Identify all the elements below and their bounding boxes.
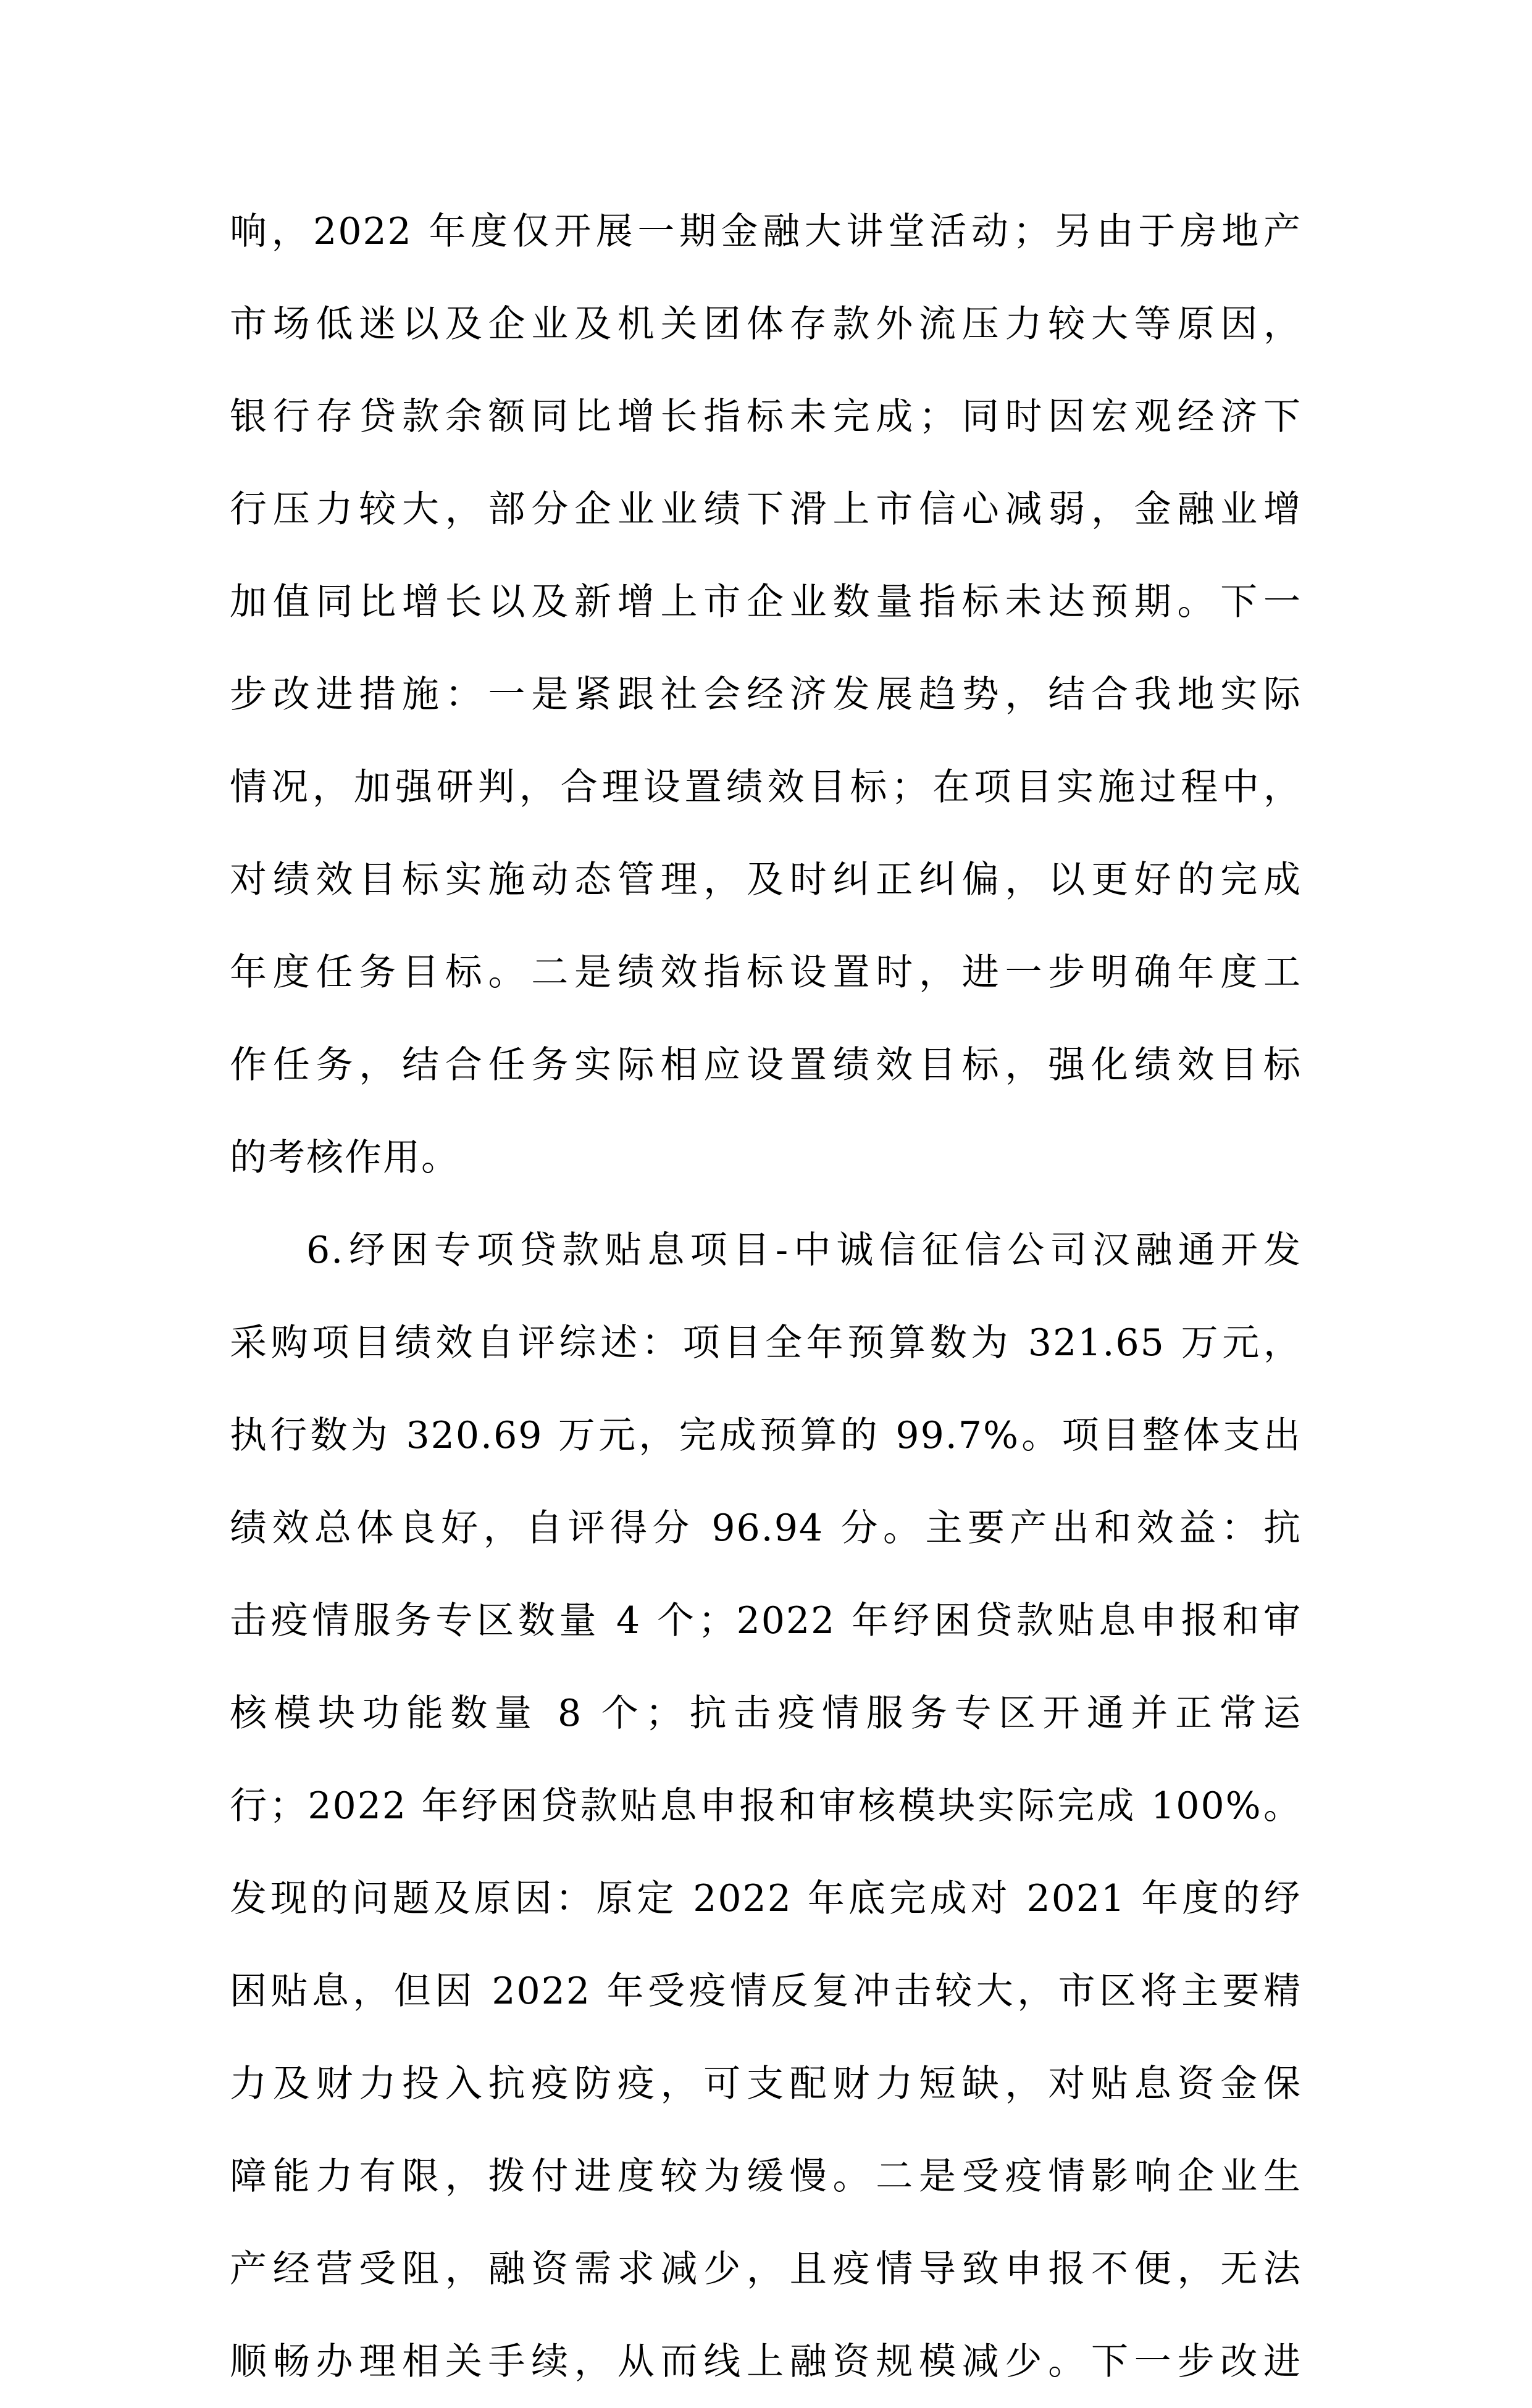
text-line-14: 执行数为 320.69 万元，完成预算的 99.7%。项目整体支出 (230, 1414, 1302, 1457)
text-line-11: 的考核作用。 (230, 1136, 459, 1179)
text-line-18: 行；2022 年纾困贷款贴息申报和审核模块实际完成 100%。 (230, 1784, 1302, 1828)
text-line-10: 作任务，结合任务实际相应设置绩效目标，强化绩效目标 (230, 1043, 1302, 1087)
text-line-17: 核模块功能数量 8 个；抗击疫情服务专区开通并正常运 (230, 1692, 1302, 1735)
text-line-9: 年度任务目标。二是绩效指标设置时，进一步明确年度工 (230, 951, 1302, 994)
text-line-5: 加值同比增长以及新增上市企业数量指标未达预期。下一 (230, 580, 1302, 624)
text-line-13: 采购项目绩效自评综述：项目全年预算数为 321.65 万元， (230, 1321, 1302, 1365)
text-line-2: 市场低迷以及企业及机关团体存款外流压力较大等原因， (230, 303, 1302, 346)
section-heading-line: 6.纾困专项贷款贴息项目-中诚信征信公司汉融通开发 (306, 1229, 1302, 1272)
text-line-1: 响，2022 年度仅开展一期金融大讲堂活动；另由于房地产 (230, 210, 1302, 253)
text-line-22: 障能力有限，拨付进度较为缓慢。二是受疫情影响企业生 (230, 2155, 1302, 2198)
text-line-15: 绩效总体良好，自评得分 96.94 分。主要产出和效益：抗 (230, 1507, 1302, 1550)
text-line-16: 击疫情服务专区数量 4 个；2022 年纾困贷款贴息申报和审 (230, 1599, 1302, 1642)
text-line-20: 困贴息，但因 2022 年受疫情反复冲击较大，市区将主要精 (230, 1970, 1302, 2013)
text-line-24: 顺畅办理相关手续，从而线上融资规模减少。下一步改进 (230, 2340, 1302, 2383)
text-line-6: 步改进措施：一是紧跟社会经济发展趋势，结合我地实际 (230, 673, 1302, 716)
text-line-3: 银行存贷款余额同比增长指标未完成；同时因宏观经济下 (230, 395, 1302, 438)
text-line-8: 对绩效目标实施动态管理，及时纠正纠偏，以更好的完成 (230, 858, 1302, 901)
text-line-7: 情况，加强研判，合理设置绩效目标；在项目实施过程中， (230, 766, 1302, 809)
text-line-4: 行压力较大，部分企业业绩下滑上市信心减弱，金融业增 (230, 488, 1302, 531)
text-line-21: 力及财力投入抗疫防疫，可支配财力短缺，对贴息资金保 (230, 2062, 1302, 2105)
text-line-23: 产经营受阻，融资需求减少，且疫情导致申报不便，无法 (230, 2247, 1302, 2291)
body-text (230, 185, 1302, 2408)
text-line-19: 发现的问题及原因：原定 2022 年底完成对 2021 年度的纾 (230, 1877, 1302, 1920)
